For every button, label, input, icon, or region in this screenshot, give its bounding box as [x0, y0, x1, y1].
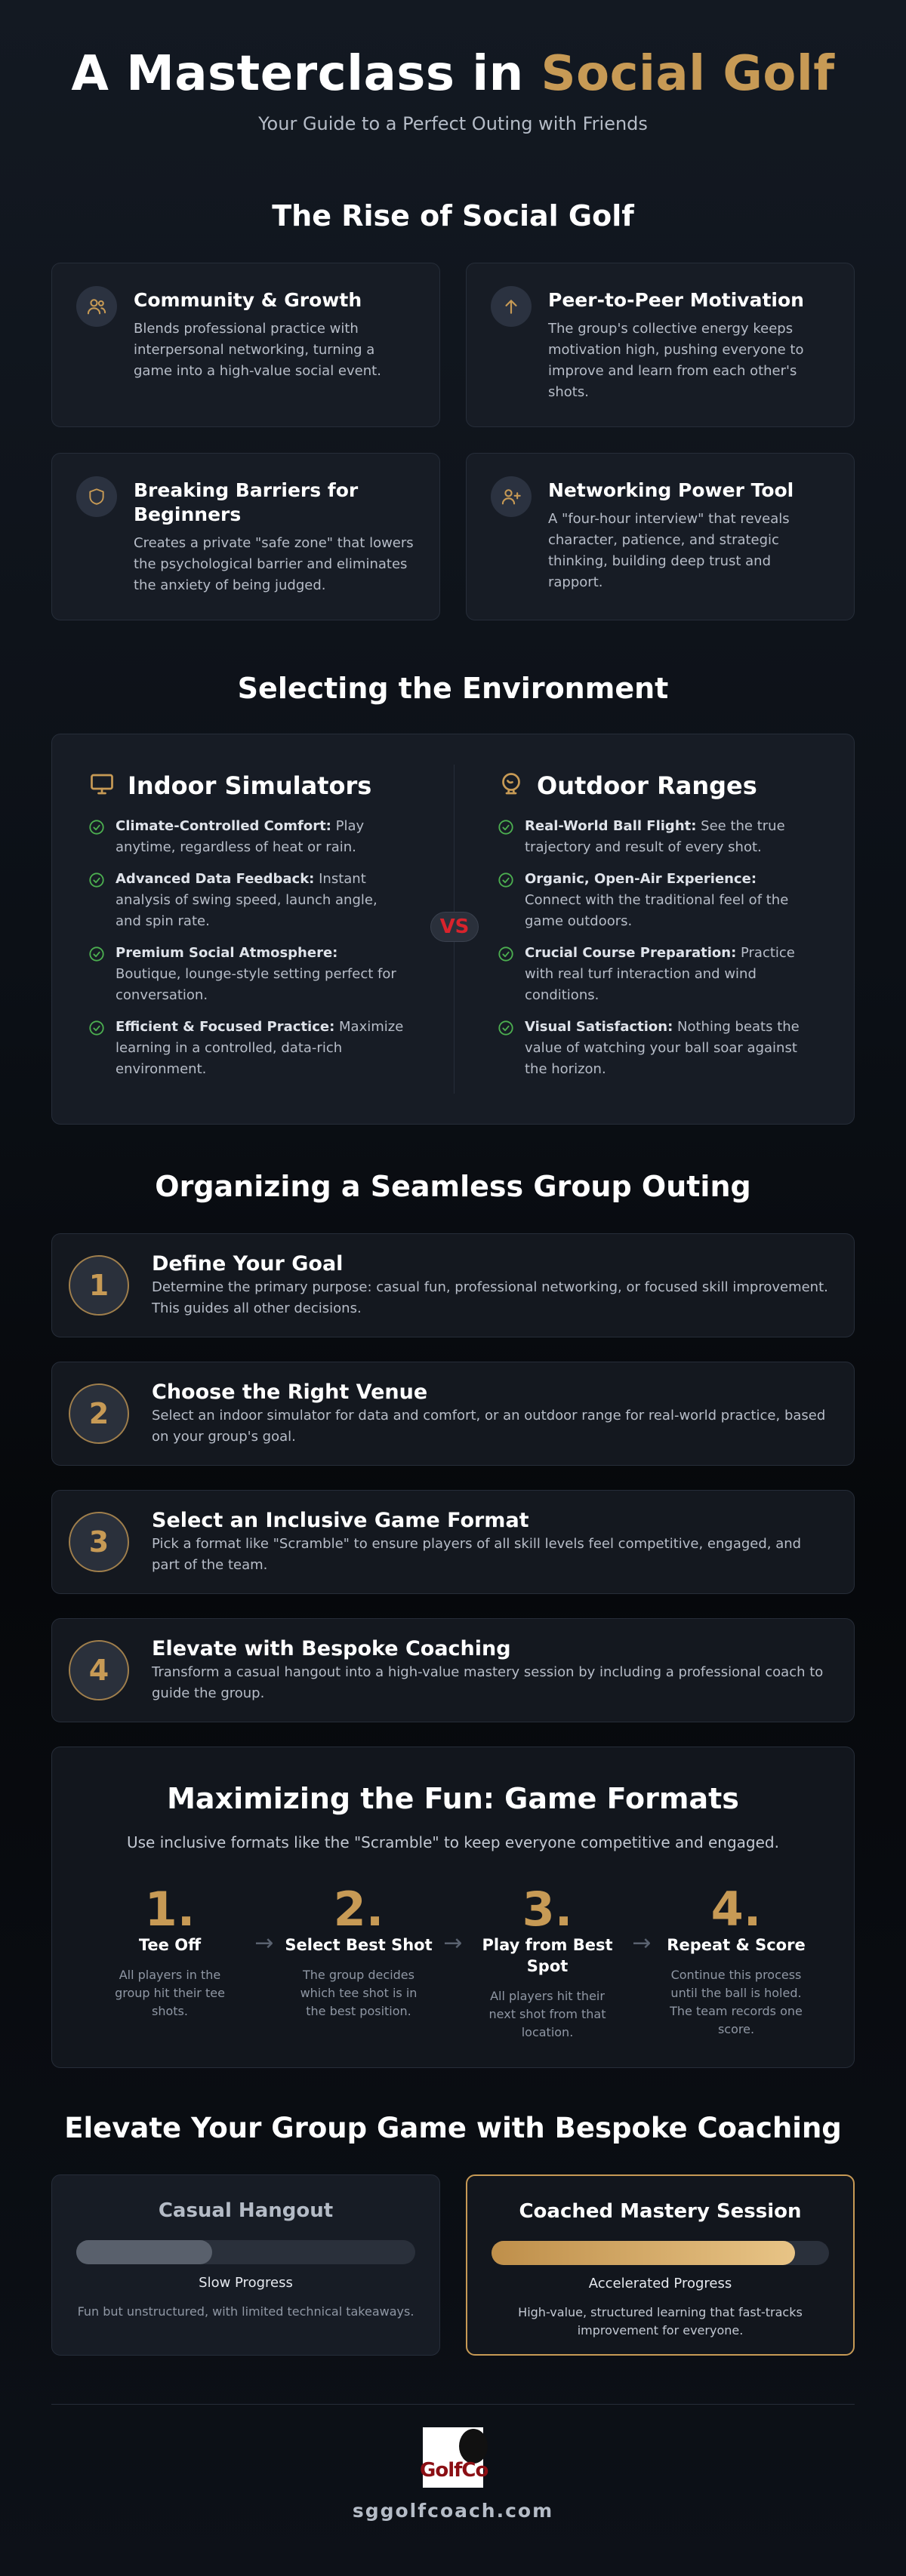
- footer: [51, 2405, 855, 2522]
- list-item: [498, 1017, 815, 1080]
- rise-card-barriers: [51, 453, 440, 620]
- format-step-number: 2.: [333, 1882, 384, 1937]
- organize-section-title: Organizing a Seamless Group Outing: [155, 1170, 751, 1203]
- check-circle-icon: [498, 819, 514, 836]
- progress-label: Accelerated Progress: [588, 2276, 732, 2291]
- check-circle-icon: [498, 1020, 514, 1036]
- rise-card-networking: [466, 453, 855, 620]
- list-item-text: [525, 816, 815, 858]
- step-title: Choose the Right Venue: [152, 1380, 428, 1404]
- rise-card-title: Peer-to-Peer Motivation: [548, 289, 804, 311]
- vs-badge: VS: [430, 912, 479, 942]
- coaching-section-title: Elevate Your Group Game with Bespoke Coaching: [64, 2112, 842, 2144]
- item-text: Nothing beats the value of watching your ball soar against the horizon.: [525, 1019, 800, 1077]
- outdoor-list: [498, 816, 815, 1080]
- list-item: [88, 816, 405, 858]
- format-step-number: 4.: [710, 1882, 762, 1937]
- item-text: Practice with real turf interaction and wind conditions.: [525, 945, 795, 1003]
- format-step-text: Continue this process until the ball is holed. The team records one score.: [670, 1968, 803, 2036]
- steps-list: [51, 1233, 855, 1722]
- format-step-text: All players in the group hit their tee shots.: [115, 1968, 225, 2018]
- user-plus-icon: [491, 476, 532, 517]
- item-label: Visual Satisfaction:: [525, 1019, 673, 1035]
- title-main: A Masterclass in: [71, 46, 541, 102]
- arrow-right-icon: →: [254, 1930, 274, 1956]
- list-item: [498, 943, 815, 1006]
- list-item: [88, 943, 405, 1006]
- list-item-text: [525, 943, 815, 1006]
- list-item: [498, 816, 815, 858]
- coached-mastery-card: [466, 2174, 855, 2356]
- logo-text: GolfCo: [420, 2459, 488, 2482]
- arrow-right-icon: →: [443, 1930, 463, 1956]
- step-title: Select an Inclusive Game Format: [152, 1508, 529, 1532]
- format-step-title: Repeat & Score: [667, 1936, 806, 1954]
- list-item-text: [116, 869, 405, 932]
- casual-hangout-card: [51, 2174, 440, 2356]
- list-item-text: [116, 1017, 405, 1080]
- coach-card-desc: Fun but unstructured, with limited technical takeaways.: [77, 2304, 414, 2319]
- check-circle-icon: [88, 1020, 105, 1036]
- arrow-right-icon: →: [632, 1930, 652, 1956]
- list-item-text: [525, 869, 815, 932]
- item-text: Connect with the traditional feel of the game outdoors.: [525, 892, 789, 929]
- coach-card-title: Casual Hangout: [158, 2199, 334, 2222]
- step-title: Define Your Goal: [152, 1251, 344, 1276]
- step-number: 1: [69, 1255, 129, 1316]
- check-circle-icon: [88, 946, 105, 962]
- step-number: 2: [69, 1383, 129, 1444]
- indoor-title: Indoor Simulators: [128, 771, 372, 800]
- progress-fill: [492, 2241, 795, 2265]
- item-label: Crucial Course Preparation:: [525, 945, 737, 961]
- format-step-title: Select Best Shot: [285, 1936, 433, 1954]
- item-label: Advanced Data Feedback:: [116, 871, 315, 887]
- monitor-icon: [88, 771, 116, 801]
- coach-card-desc: High-value, structured learning that fast-tracks improvement for everyone.: [518, 2305, 803, 2337]
- format-step-number: 3.: [522, 1882, 573, 1937]
- item-text: Boutique, lounge-style setting perfect for conversation.: [116, 966, 396, 1003]
- progress-fill: [76, 2240, 212, 2264]
- users-icon: [76, 286, 117, 327]
- check-circle-icon: [498, 946, 514, 962]
- step-card: [51, 1233, 855, 1337]
- format-step: [283, 1882, 434, 2020]
- item-label: Organic, Open-Air Experience:: [525, 871, 757, 887]
- progress-label: Slow Progress: [199, 2275, 293, 2291]
- rise-card-text: Blends professional practice with interpersonal networking, turning a game into a high-value social event.: [134, 321, 381, 379]
- format-step: [94, 1882, 245, 2020]
- format-steps: [52, 1882, 854, 2042]
- item-text: Play anytime, regardless of heat or rain.: [116, 818, 365, 855]
- outdoor-column: [498, 771, 815, 1124]
- coaching-comparison: [51, 2174, 855, 2356]
- step-card: [51, 1618, 855, 1722]
- formats-lead: Use inclusive formats like the "Scramble" to keep everyone competitive and engaged.: [127, 1833, 779, 1851]
- rise-card-motivation: [466, 263, 855, 427]
- formats-title: Maximizing the Fun: Game Formats: [167, 1782, 739, 1815]
- website-link[interactable]: sggolfcoach.com: [352, 2500, 554, 2522]
- format-step-number: 1.: [144, 1882, 196, 1937]
- indoor-list: [88, 816, 405, 1080]
- step-number: 3: [69, 1512, 129, 1572]
- item-text: See the true trajectory and result of every shot.: [525, 818, 785, 855]
- list-item: [498, 869, 815, 932]
- item-label: Climate-Controlled Comfort:: [116, 818, 331, 834]
- list-item-text: [116, 943, 405, 1006]
- brand-logo: [420, 2427, 488, 2488]
- check-circle-icon: [88, 819, 105, 836]
- environment-panel: [51, 734, 855, 1125]
- step-text: Determine the primary purpose: casual fun, professional networking, or focused skill improvement. This guides all other decisions.: [152, 1279, 828, 1316]
- indoor-header: [88, 771, 405, 801]
- format-step-text: The group decides which tee shot is in the best position.: [300, 1968, 418, 2018]
- check-circle-icon: [498, 872, 514, 888]
- rise-card-text: Creates a private "safe zone" that lowers the psychological barrier and eliminates the anxiety of being judged.: [134, 535, 414, 593]
- format-step-title: Play from Best Spot: [482, 1936, 613, 1975]
- check-circle-icon: [88, 872, 105, 888]
- step-title: Elevate with Bespoke Coaching: [152, 1636, 511, 1660]
- rise-grid: [51, 263, 855, 620]
- list-item: [88, 869, 405, 932]
- progress-bar: [76, 2240, 415, 2264]
- game-formats-panel: [51, 1747, 855, 2068]
- item-text: Instant analysis of swing speed, launch angle, and spin rate.: [116, 871, 378, 929]
- step-number: 4: [69, 1640, 129, 1700]
- list-item-text: [116, 816, 405, 858]
- step-text: Select an indoor simulator for data and comfort, or an outdoor range for real-world practice, based on your group's goal.: [152, 1407, 826, 1445]
- item-text: Maximize learning in a controlled, data-rich environment.: [116, 1019, 404, 1077]
- rise-card-title: Community & Growth: [134, 289, 362, 311]
- item-label: Real-World Ball Flight:: [525, 818, 697, 834]
- outdoor-title: Outdoor Ranges: [537, 771, 757, 800]
- rise-section-title: The Rise of Social Golf: [272, 199, 634, 232]
- shield-icon: [76, 476, 117, 517]
- page-subtitle: Your Guide to a Perfect Outing with Friends: [258, 113, 648, 134]
- rise-card-community: [51, 263, 440, 427]
- format-step: [472, 1882, 623, 2042]
- coach-card-title: Coached Mastery Session: [519, 2200, 802, 2223]
- list-item: [88, 1017, 405, 1080]
- outdoor-header: [498, 771, 815, 801]
- step-text: Pick a format like "Scramble" to ensure players of all skill levels feel competitive, engaged, and part of the team.: [152, 1535, 802, 1573]
- arrow-up-icon: [491, 286, 532, 327]
- list-item-text: [525, 1017, 815, 1080]
- title-accent: Social Golf: [541, 46, 835, 102]
- format-step-text: All players hit their next shot from that location.: [488, 1989, 606, 2039]
- rise-card-title: Breaking Barriers for Beginners: [134, 479, 359, 525]
- hero: [51, 0, 855, 134]
- item-label: Efficient & Focused Practice:: [116, 1019, 335, 1035]
- golf-ball-icon: [498, 771, 525, 801]
- rise-card-text: The group's collective energy keeps motivation high, pushing everyone to improve and learn from each other's shots.: [548, 321, 804, 400]
- format-step: [661, 1882, 812, 2039]
- page-title: [51, 44, 855, 104]
- rise-card-text: A "four-hour interview" that reveals character, patience, and strategic thinking, building deep trust and rapport.: [548, 511, 790, 590]
- environment-section-title: Selecting the Environment: [237, 672, 669, 705]
- indoor-column: [88, 771, 405, 1124]
- step-card: [51, 1490, 855, 1594]
- format-step-title: Tee Off: [138, 1936, 202, 1954]
- progress-bar: [492, 2241, 829, 2265]
- rise-card-title: Networking Power Tool: [548, 479, 794, 501]
- item-label: Premium Social Atmosphere:: [116, 945, 338, 961]
- step-card: [51, 1362, 855, 1466]
- step-text: Transform a casual hangout into a high-value mastery session by including a professional coach to guide the group.: [152, 1663, 824, 1701]
